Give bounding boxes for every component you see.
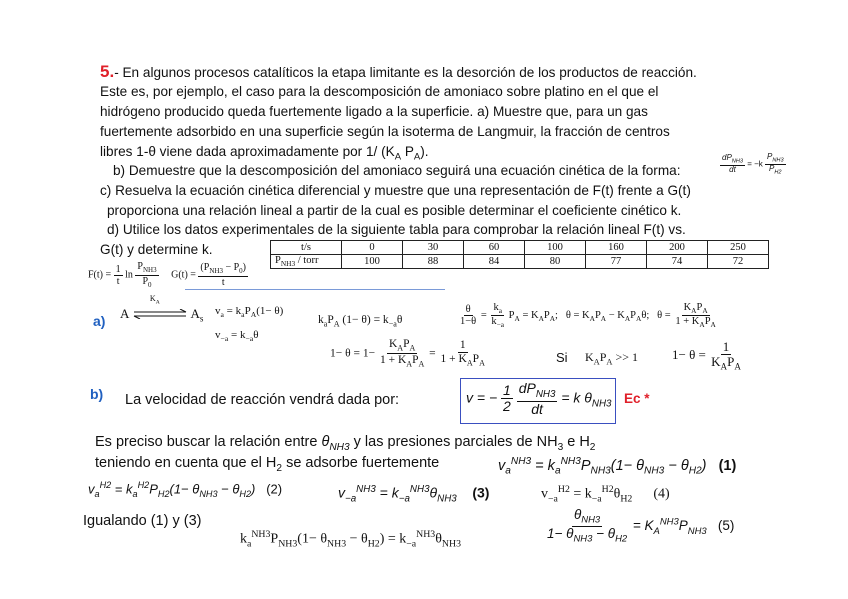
problem-line-8: proporciona una relación lineal a partir de la cual es posible determinar el coeficiente cinético k. [107,203,682,218]
table-row-time: t/s 0 30 60 100 160 200 250 [271,241,769,255]
equilibrium-arrow-icon [132,309,188,319]
equality-a: $k_aP_A$ $(1- \theta) = k_{-a}\theta$ [318,314,403,329]
problem-line-1: 5.- En algunos procesos catalíticos la etapa limitante es la desorción de los productos de reacción. [100,62,697,81]
igualando-text: Igualando (1) y (3) [83,513,202,529]
problem-line-5: libres 1-θ viene dada aproximadamente por 1/ ($K_A$ $P_A$). [100,144,429,163]
rate-equation: v = − $\frac{1}{2}$ $\frac{dP_{NH3}}{dt}$ = k $\theta_{NH3}$ [466,380,612,417]
relation-line-2: teniendo en cuenta que el $H_2$ se adsorbe fuertemente [95,455,440,474]
condition-kp: $K_AP_A >> 1$ [585,350,639,367]
f-g-definitions: F(t) = $\frac{1}{t}$ ln $\frac{P_{NH3}}{P_0}$ G(t) = $\frac{(P_{NH3} - P_0)}{t}$ [88,261,246,289]
data-table [270,240,769,269]
problem-line-2: Este es, por ejemplo, el caso para la descomposición de amoniaco sobre platino en el que el [100,84,659,99]
relation-line-1: Es preciso buscar la relación entre $\theta_{NH3}$ y las presiones parciales de $NH_3$ e $H_2$ [95,434,596,453]
table-row-pressure: $P_{NH3}$ / torr 100 88 84 80 77 74 72 [271,255,769,269]
adsorption-equilibrium: A $K_A$ $A_s$ [120,294,204,324]
approx-result: 1− θ = $\frac{1}{K_AP_A}$ [672,339,741,372]
problem-line-3: hidrógeno producido queda fuertemente ligado a la superficie. a) Muestre que, para un gas [100,104,648,119]
equality-b: $k_a^{NH3}P_{NH3}(1- \theta_{NH3} - \theta_{H2}) = k_{-a}^{NH3}\theta_{NH3}$ [240,529,461,550]
problem-line-10: G(t) y determine k. [100,242,213,257]
rate-eqs-a: $v_a = k_aP_A(1- \theta)$ $v_{-a} = k_{-a}\theta$ [215,305,284,344]
langmuir-derivation: $\frac{\theta}{1-\theta}$ = $\frac{k_a}{k_{-a}}$ $P_A = K_AP_A$; $\theta = K_AP_A - K_AP_A\theta$; θ = $\frac{K_AP_A}{1 + K_AP_A}$ [460,302,716,330]
rate-law-formula: $\frac{dP_{NH3}}{dt}$ = −k $\frac{P_{NH3}}{P_{H2}}$ [722,152,784,176]
equation-5: $\frac{\theta_{NH3}}{1- \theta_{NH3} - \theta_{H2}}$ = $K_A^{NH3}P_{NH3}$ (5) [547,507,735,545]
divider-line [185,289,445,290]
ec-star-label: Ec * [624,391,650,406]
problem-line-6: b) Demuestre que la descomposición del amoniaco seguirá una ecuación cinética de la forma: [113,163,681,178]
free-fraction-eq: 1− θ = 1− $\frac{K_AP_A}{1 + K_AP_A}$ = $\frac{1}{1 + K_AP_A}$ [330,338,485,369]
problem-line-9: d) Utilice los datos experimentales de la siguiente tabla para comprobar la relación lineal F(t) vs. [107,222,686,237]
problem-line-7: c) Resuelva la ecuación cinética diferencial y muestre que una representación de F(t) frente a G(t) [100,183,691,198]
equation-4: $v_{-a}^{H2} = k_{-a}^{H2}\theta_{H2}$ (4) [541,484,670,505]
problem-line-4: fuertemente adsorbido en una superficie según la isoterma de Langmuir, la fracción de centros [100,124,670,139]
part-b-label: b) [90,386,104,402]
equation-3: $v_{-a}^{NH3} = k_{-a}^{NH3}\theta_{NH3}$ (3) [338,484,490,505]
equation-2: $v_a^{H2} = k_a^{H2}P_{H2}(1- \theta_{NH3} - \theta_{H2})$ (2) [88,480,283,499]
si-label: Si [556,350,568,365]
problem-number: 5. [100,62,115,81]
equation-1: $v_a^{NH3} = k_a^{NH3}P_{NH3}(1- \theta_{NH3} - \theta_{H2})$ (1) [498,456,737,477]
velocity-text: La velocidad de reacción vendrá dada por: [125,392,400,408]
part-a-label: a) [93,313,106,329]
